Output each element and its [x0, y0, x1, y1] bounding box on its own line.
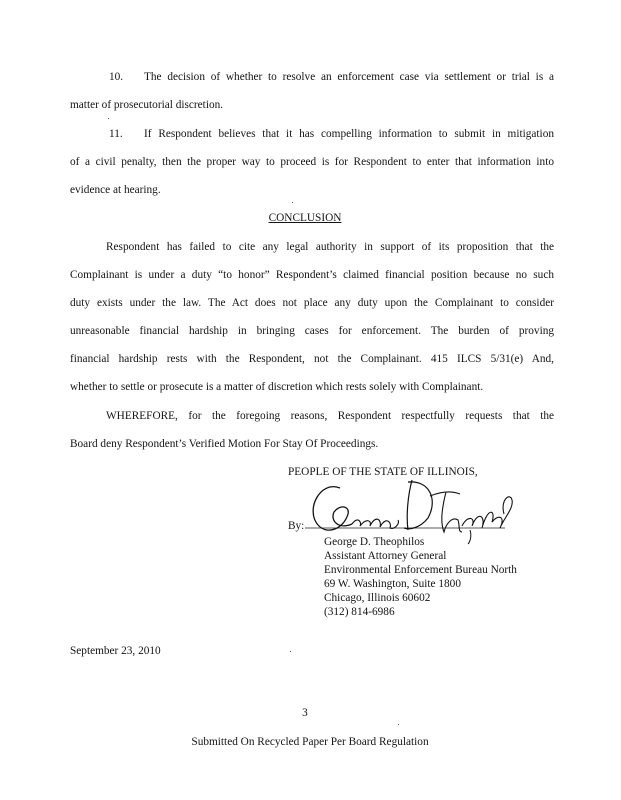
scan-speck [108, 118, 109, 119]
paragraph-11-line-2: of a civil penalty, then the proper way to proceed is for Respondent to enter that information into [70, 156, 554, 168]
paragraph-10-line-2: matter of prosecutorial discretion. [70, 99, 224, 111]
signatory-bureau: Environmental Enforcement Bureau North [324, 564, 517, 576]
conclusion-line-3: duty exists under the law. The Act does not place any duty upon the Complainant to consider [70, 297, 554, 309]
conclusion-line-6: whether to settle or prosecute is a matter of discretion which rests solely with Complainant. [70, 381, 484, 393]
page-number: 3 [302, 707, 308, 719]
scan-speck [292, 202, 293, 203]
signatory-address-line-1: 69 W. Washington, Suite 1800 [324, 578, 461, 590]
signature-by-label: By: [288, 520, 305, 532]
document-date: September 23, 2010 [70, 645, 161, 657]
conclusion-line-5: financial hardship rests with the Respondent, not the Complainant. 415 ILCS 5/31(e) And, [70, 353, 554, 365]
signatory-name: George D. Theophilos [324, 536, 425, 548]
scan-speck [398, 724, 399, 725]
conclusion-line-2: Complainant is under a duty “to honor” Respondent’s claimed financial position because no such [70, 269, 554, 281]
wherefore-line-1: WHEREFORE, for the foregoing reasons, Respondent respectfully requests that the [106, 410, 554, 422]
scan-speck [290, 651, 291, 652]
paragraph-11-line-3: evidence at hearing. [70, 184, 161, 196]
signatory-phone: (312) 814-6986 [324, 606, 395, 618]
conclusion-heading: CONCLUSION [268, 212, 342, 224]
page-footer: Submitted On Recycled Paper Per Board Regulation [191, 736, 429, 748]
signatory-address-line-2: Chicago, Illinois 60602 [324, 592, 431, 604]
conclusion-line-1: Respondent has failed to cite any legal authority in support of its proposition that the [106, 241, 554, 253]
signatory-title: Assistant Attorney General [324, 550, 447, 562]
wherefore-line-2: Board deny Respondent’s Verified Motion For Stay Of Proceedings. [70, 438, 379, 450]
signature-party: PEOPLE OF THE STATE OF ILLINOIS, [288, 466, 478, 478]
paragraph-11-number: 11. [109, 128, 123, 140]
paragraph-10-line-1: The decision of whether to resolve an enforcement case via settlement or trial is a [144, 71, 554, 83]
paragraph-11-line-1: If Respondent believes that it has compelling information to submit in mitigation [144, 128, 554, 140]
conclusion-line-4: unreasonable financial hardship in bringing cases for enforcement. The burden of proving [70, 325, 554, 337]
paragraph-10-number: 10. [109, 71, 124, 83]
